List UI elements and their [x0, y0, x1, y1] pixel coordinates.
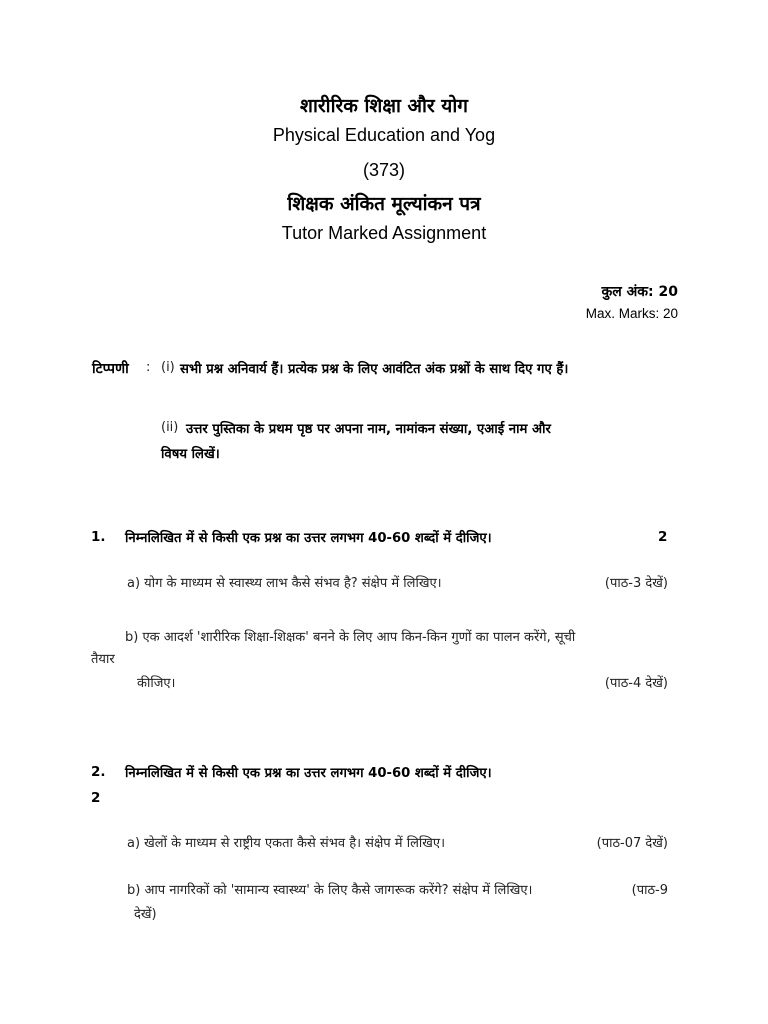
subject-code: (373): [362, 160, 406, 180]
question-1-instruction: निम्नलिखित में से किसी एक प्रश्न का उत्तर लगभग 40-60 शब्दों में दीजिए।: [125, 531, 492, 546]
question-2-marks: 2: [91, 790, 101, 806]
question-1-marks: 2: [658, 529, 668, 545]
question-1-option-a: a) योग के माध्यम से स्वास्थ्य लाभ कैसे संभव है? संक्षेप में लिखिए।: [127, 576, 442, 591]
title-hindi: शारीरिक शिक्षा और योग: [300, 95, 468, 117]
question-1-option-b-line-2: तैयार: [91, 652, 115, 667]
note-1-number: (i): [161, 360, 175, 375]
question-2-option-a-reference: (पाठ-07 देखें): [596, 836, 668, 851]
question-2-option-a: a) खेलों के माध्यम से राष्ट्रीय एकता कैसे संभव है। संक्षेप में लिखिए।: [127, 836, 446, 851]
subtitle-english: Tutor Marked Assignment: [281, 223, 487, 243]
question-2-instruction: निम्नलिखित में से किसी एक प्रश्न का उत्तर लगभग 40-60 शब्दों में दीजिए।: [125, 766, 492, 781]
max-marks-english: Max. Marks: 20: [585, 306, 678, 321]
question-2-option-b-line-1: b) आप नागरिकों को 'सामान्य स्वास्थ्य' के लिए कैसे जागरूक करेंगे? संक्षेप में लिखिए।: [127, 883, 533, 898]
question-1-option-b-line-1: b) एक आदर्श 'शारीरिक शिक्षा-शिक्षक' बनने के लिए आप किन-किन गुणों का पालन करेंगे, सूची: [125, 630, 576, 645]
question-1-number: 1.: [91, 529, 106, 545]
note-1-text: सभी प्रश्न अनिवार्य हैं। प्रत्येक प्रश्न के लिए आवंटित अंक प्रश्नों के साथ दिए गए हैं।: [180, 362, 569, 377]
title-english: Physical Education and Yog: [272, 125, 496, 145]
note-2-number: (ii): [161, 420, 179, 435]
question-1-option-a-reference: (पाठ-3 देखें): [604, 576, 668, 591]
note-2-line-1: उत्तर पुस्तिका के प्रथम पृष्ठ पर अपना नाम, नामांकन संख्या, एआई नाम और: [186, 422, 551, 437]
question-2-option-b-reference-part-2: देखें): [134, 907, 157, 922]
subtitle-hindi: शिक्षक अंकित मूल्यांकन पत्र: [287, 193, 481, 215]
question-1-option-b-line-3: कीजिए।: [137, 676, 176, 691]
note-2-line-2: विषय लिखें।: [161, 447, 220, 462]
note-label: टिप्पणी: [92, 361, 129, 377]
question-2-option-b-reference-part-1: (पाठ-9: [631, 883, 668, 898]
total-marks-hindi: कुल अंक: 20: [601, 284, 678, 300]
question-1-option-b-reference: (पाठ-4 देखें): [604, 676, 668, 691]
note-colon: :: [146, 360, 151, 375]
question-2-number: 2.: [91, 764, 106, 780]
